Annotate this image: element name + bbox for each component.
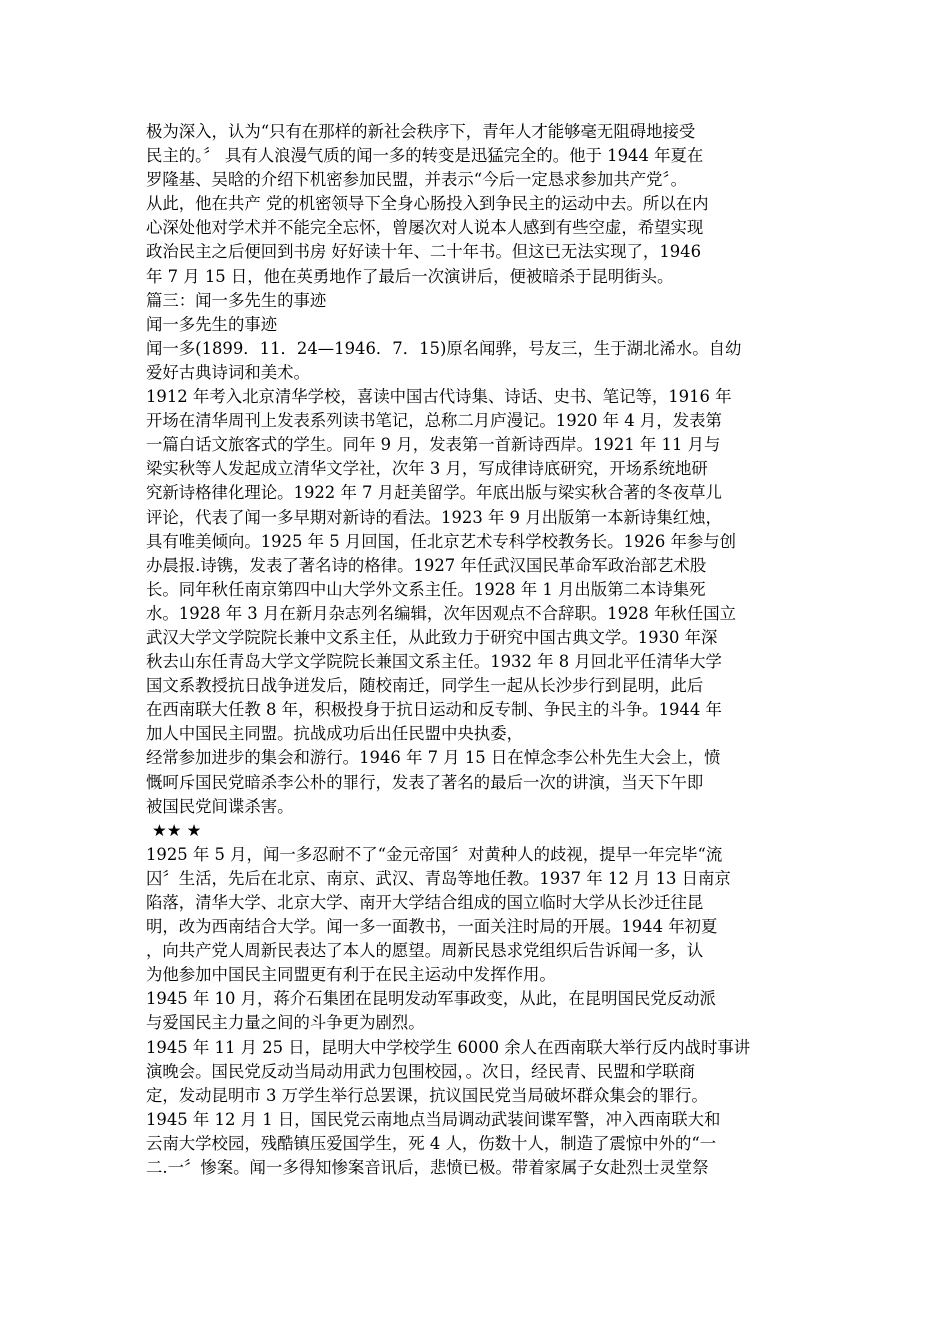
text-line: 从此，他在共产 党的机密领导下全身心肠投入到争民主的运动中去。所以在内 — [146, 194, 709, 214]
article-title: 闻一多先生的事迹 — [146, 314, 278, 334]
text-line: 囚〞生活，先后在北京、南京、武汉、青岛等地任教。1937 年 12 月 13 日南京 — [146, 868, 731, 888]
text-line: 爱好古典诗词和美术。 — [146, 362, 310, 382]
text-line: 梁实秋等人发起成立清华文学社，次年 3 月，写成律诗底研究，开场系统地研 — [146, 459, 708, 479]
text-line: 闻一多(1899．11．24—1946．7．15)原名闻骅，号友三，生于湖北浠水。自幼 — [146, 338, 742, 358]
text-line: 究新诗格律化理论。1922 年 7 月赶美留学。年底出版与梁实秋合著的冬夜草儿 — [146, 483, 722, 503]
star-separator: ★★ ★ — [152, 820, 202, 840]
text-line: 办晨报.诗镌，发表了著名诗的格律。1927 年任武汉国民革命军政治部艺术股 — [146, 555, 707, 575]
text-line: 具有唯美倾向。1925 年 5 月回国，任北京艺术专科学校教务长。1926 年参与创 — [146, 531, 737, 551]
text-line: 武汉大学文学院院长兼中文系主任，从此致力于研究中国古典文学。1930 年深 — [146, 627, 718, 647]
text-line: 陷落，清华大学、北京大学、南开大学结合组成的国立临时大学从长沙迁往昆 — [146, 893, 704, 912]
text-line: 为他参加中国民主同盟更有利于在民主运动中发挥作用。 — [146, 965, 556, 985]
text-line: 二.一〞惨案。闻一多得知惨案音讯后，悲愤已极。带着家属子女赴烈士灵堂祭 — [146, 1158, 709, 1178]
text-line: 加人中国民主同盟。抗战成功后出任民盟中央执委， — [146, 724, 523, 744]
text-line: 开场在清华周刊上发表系列读书笔记，总称二月庐漫记。1920 年 4 月，发表第 — [146, 411, 722, 431]
text-line: 极为深入，认为“只有在那样的新社会秩序下，青年人才能够毫无阻碍地接受 — [146, 122, 696, 141]
text-line: 一篇白话文旅客式的学生。同年 9 月，发表第一首新诗西岸。1921 年 11 月与 — [146, 435, 721, 455]
text-line: ，向共产党人周新民表达了本人的愿望。周新民恳求党组织后告诉闻一多，认 — [146, 941, 704, 961]
text-line: 罗隆基、吴晗的介绍下机密参加民盟，并表示“今后一定恳求参加共产党〞。 — [146, 170, 688, 190]
section-heading: 篇三：闻一多先生的事迹 — [146, 290, 327, 310]
text-line: 心深处他对学术并不能完全忘怀，曾屡次对人说本人感到有些空虚，希望实现 — [146, 218, 704, 238]
text-line: 政治民主之后便回到书房 好好读十年、二十年书。但这已无法实现了，1946 — [146, 242, 702, 262]
text-line: 经常参加进步的集会和游行。1946 年 7 月 15 日在悼念李公朴先生大会上，愤 — [146, 748, 721, 768]
text-line: 1945 年 10 月，蒋介石集团在昆明发动军事政变，从此，在昆明国民党反动派 — [146, 989, 716, 1009]
text-line: 水。1928 年 3 月在新月杂志列名编辑，次年因观点不合辞职。1928 年秋任国立 — [146, 603, 737, 623]
text-line: 定，发动昆明市 3 万学生举行总罢课，抗议国民党当局破坏群众集会的罪行。 — [146, 1085, 708, 1105]
text-line: 被国民党间谍杀害。 — [146, 796, 294, 816]
document-page — [146, 120, 806, 1180]
text-line: 秋去山东任青岛大学文学院院长兼国文系主任。1932 年 8 月回北平任清华大学 — [146, 652, 722, 672]
text-line: 国文系教授抗日战争迸发后，随校南迁，同学生一起从长沙步行到昆明，此后 — [146, 676, 704, 696]
text-line: 演晚会。国民党反动当局动用武力包围校园，。次日，经民青、民盟和学联商 — [146, 1061, 696, 1081]
text-line: 慨呵斥国民党暗杀李公朴的罪行，发表了著名的最后一次的讲演，当天下午即 — [146, 772, 704, 792]
text-line: 1945 年 12 月 1 日，国民党云南地点当局调动武装间谍军警，冲入西南联大和 — [146, 1109, 721, 1129]
text-line: 在西南联大任教 8 年，积极投身于抗日运动和反专制、争民主的斗争。1944 年 — [146, 700, 722, 720]
text-line: 年 7 月 15 日，他在英勇地作了最后一次演讲后，便被暗杀于昆明街头。 — [146, 266, 674, 286]
text-line: 评论，代表了闻一多早期对新诗的看法。1923 年 9 月出版第一本新诗集红烛， — [146, 507, 722, 527]
text-line: 明，改为西南结合大学。闻一多一面教书，一面关注时局的开展。1944 年初夏 — [146, 917, 718, 937]
text-line: 长。同年秋任南京第四中山大学外文系主任。1928 年 1 月出版第二本诗集死 — [146, 579, 706, 599]
text-line: 1925 年 5 月，闻一多忍耐不了“金元帝国〞对黄种人的歧视，提早一年完毕“流 — [146, 844, 723, 864]
text-line: 民主的。〞 具有人浪漫气质的闻一多的转变是迅猛完全的。他于 1944 年夏在 — [146, 146, 704, 166]
text-line: 1912 年考入北京清华学校，喜读中国古代诗集、诗话、史书、笔记等，1916 年 — [146, 387, 732, 407]
text-line: 1945 年 11 月 25 日，昆明大中学校学生 6000 余人在西南联大举行反内战时事讲 — [146, 1037, 751, 1057]
text-line: 云南大学校园，残酷镇压爱国学生，死 4 人，伤数十人，制造了震惊中外的“一 — [146, 1133, 717, 1153]
text-line: 与爱国民主力量之间的斗争更为剧烈。 — [146, 1013, 425, 1033]
